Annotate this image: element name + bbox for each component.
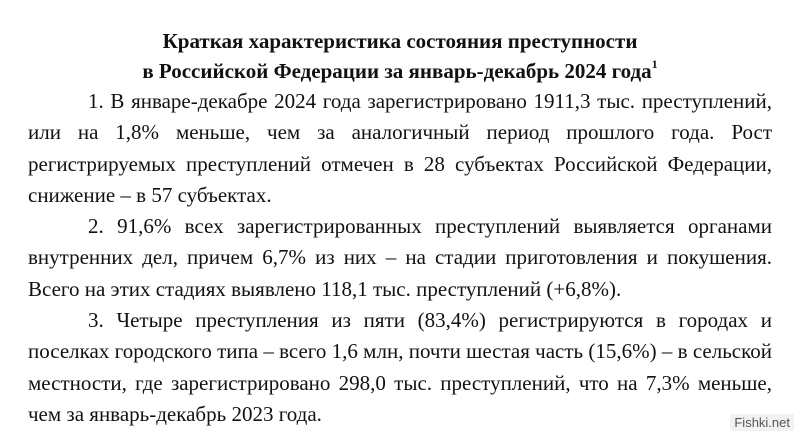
paragraph-2: 2. 91,6% всех зарегистрированных преступлений выявляется органами внутренних дел, причем 6,7% из них – на стадии приготовления и покушения. Всего на этих стадиях выявлено 118,1 тыс. преступлений (+6,8%).: [28, 214, 772, 301]
paragraph-1: 1. В январе-декабре 2024 года зарегистрировано 1911,3 тыс. преступлений, или на 1,8% меньше, чем за аналогичный период прошлого года. Рост регистрируемых преступлений отмечен в 28 субъектах Российской Федерации, снижение – в 57 субъектах.: [28, 89, 772, 207]
watermark: Fishki.net: [730, 414, 794, 431]
paragraph-3: 3. Четыре преступления из пяти (83,4%) регистрируются в городах и поселках городского типа – всего 1,6 млн, почти шестая часть (15,6%) – в сельской местности, где зарегистрировано 298,0 тыс. преступлений, что на 7,3% меньше, чем за январь-декабрь 2023 года.: [28, 308, 772, 426]
title-footnote-marker: 1: [651, 57, 658, 71]
document-title: [28, 26, 772, 86]
title-line-1: Краткая характеристика состояния преступности: [162, 29, 638, 53]
title-line-2: в Российской Федерации за январь-декабрь 2024 года: [142, 59, 652, 83]
